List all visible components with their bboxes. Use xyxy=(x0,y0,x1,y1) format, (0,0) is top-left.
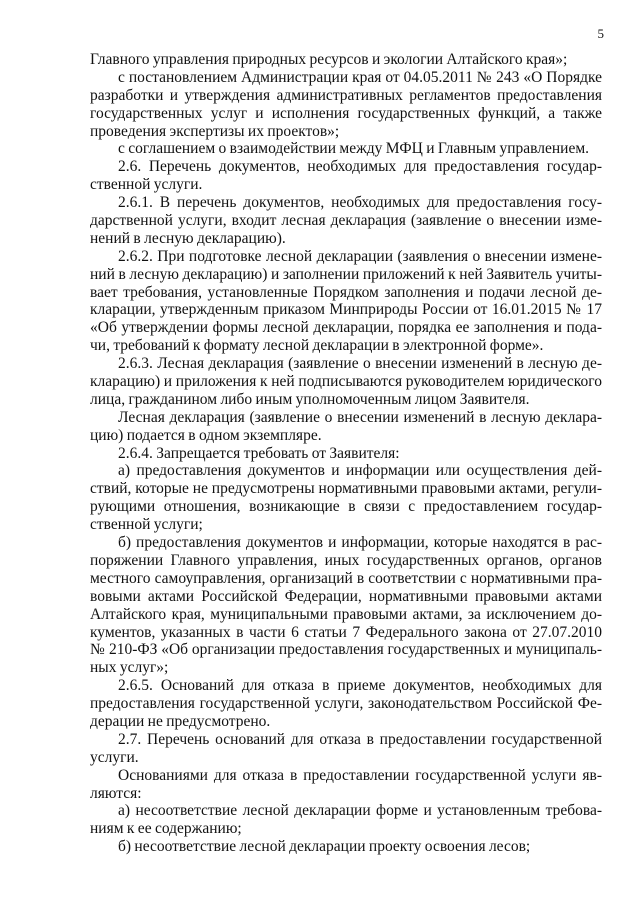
text-line: поряжении Главного управления, иных государственных органов, органов xyxy=(90,551,602,569)
text-line: 2.6.4. Запрещается требовать от Заявителя: xyxy=(118,444,400,462)
text-line: проведения экспертизы их проектов»; xyxy=(90,122,340,140)
text-line: предоставления государственной услуги, законодательством Российской Фе- xyxy=(90,695,602,713)
text-line: ственной услуги; xyxy=(90,516,203,534)
document-body xyxy=(90,51,602,856)
text-line: 2.7. Перечень оснований для отказа в предоставлении государственной xyxy=(118,730,602,748)
text-line: ствий, которые не предусмотрены нормативными правовыми актами, регули- xyxy=(90,480,602,498)
text-line: цию) подается в одном экземпляре. xyxy=(90,426,322,444)
text-line: ниям к ее содержанию; xyxy=(90,820,242,838)
text-line: разработки и утверждения административных регламентов предоставления xyxy=(90,86,602,104)
text-line: б) предоставления документов и информации, которые находятся в рас- xyxy=(118,534,602,552)
text-line: дерации не предусмотрено. xyxy=(90,712,271,730)
text-line: 2.6.3. Лесная декларация (заявление о внесении изменений в лесную де- xyxy=(118,355,602,373)
text-line: нений в лесную декларацию). xyxy=(90,229,286,247)
text-line: Главного управления природных ресурсов и экологии Алтайского края»; xyxy=(90,51,568,68)
text-line: вает требования, установленные Порядком заполнения и подачи лесной де- xyxy=(90,283,602,301)
text-line: б) несоответствие лесной декларации проекту освоения лесов; xyxy=(118,838,531,856)
text-line: с соглашением о взаимодействии между МФЦ и Главным управлением. xyxy=(118,140,590,158)
text-line: дарственной услуги, входит лесная декларация (заявление о внесении изме- xyxy=(90,212,602,230)
text-line: услуги. xyxy=(90,748,139,766)
text-line: рующими отношения, возникающие в связи с предоставлением государ- xyxy=(90,498,602,516)
text-line: кументов, указанных в части 6 статьи 7 Федерального закона от 27.07.2010 xyxy=(90,623,602,641)
text-line: 2.6.5. Оснований для отказа в приеме документов, необходимых для xyxy=(118,677,602,695)
text-line: Лесная декларация (заявление о внесении изменений в лесную деклара- xyxy=(118,408,602,426)
text-line: 2.6.2. При подготовке лесной декларации (заявления о внесении измене- xyxy=(118,247,602,265)
text-line: ляются: xyxy=(90,784,142,802)
text-line: № 210-ФЗ «Об организации предоставления государственных и муниципаль- xyxy=(90,641,602,659)
text-line: государственных услуг и исполнения государственных функций, а также xyxy=(90,104,602,122)
text-line: 2.6.1. В перечень документов, необходимых для предоставления госу- xyxy=(118,194,602,212)
text-line: Основаниями для отказа в предоставлении государственной услуги яв- xyxy=(118,766,602,784)
text-line: вовыми актами Российской Федерации, нормативными правовыми актами xyxy=(90,587,602,605)
page-number: 5 xyxy=(597,26,604,41)
text-line: Алтайского края, муниципальными правовыми актами, за исключением до- xyxy=(90,605,602,623)
text-line: ственной услуги. xyxy=(90,176,203,194)
text-line: ных услуг»; xyxy=(90,659,169,677)
text-line: а) несоответствие лесной декларации форме и установленным требова- xyxy=(118,802,602,820)
text-line: ний в лесную декларацию) и заполнении приложений к ней Заявитель учиты- xyxy=(90,265,602,283)
text-line: кларации, утвержденным приказом Минприроды России от 16.01.2015 № 17 xyxy=(90,301,602,319)
text-line: лица, гражданином либо иным уполномоченным лицом Заявителя. xyxy=(90,390,530,408)
text-line: чи, требований к формату лесной декларации в электронной форме». xyxy=(90,337,544,355)
text-line: 2.6. Перечень документов, необходимых для предоставления государ- xyxy=(118,158,602,176)
text-line: с постановлением Администрации края от 04.05.2011 № 243 «О Порядке xyxy=(118,68,602,86)
text-line: местного самоуправления, организаций в соответствии с нормативными пра- xyxy=(90,569,602,587)
text-line: а) предоставления документов и информации или осуществления дей- xyxy=(118,462,602,480)
text-line: «Об утверждении формы лесной декларации, порядка ее заполнения и пода- xyxy=(90,319,602,337)
text-line: кларацию) и приложения к ней подписываются руководителем юридического xyxy=(90,373,602,391)
